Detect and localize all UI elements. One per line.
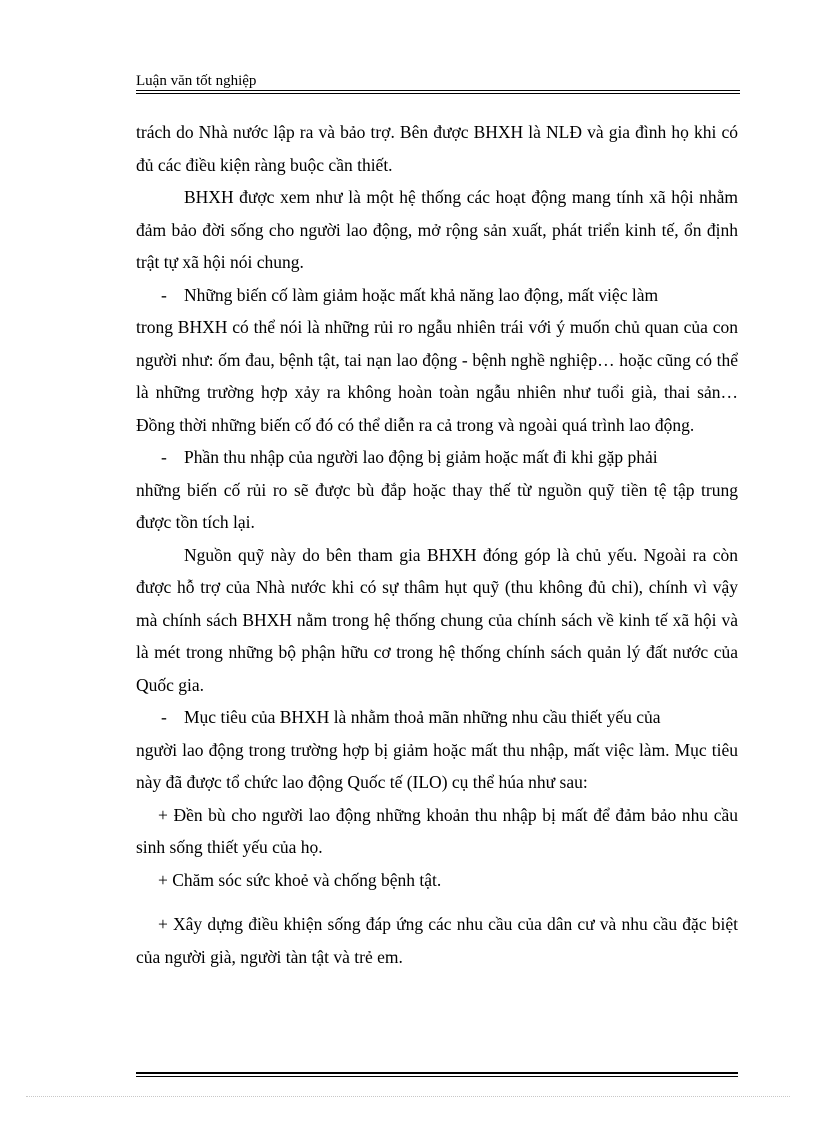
document-body [136, 116, 738, 973]
plus-item-1: + Đền bù cho người lao động những khoản thu nhập bị mất để đảm bảo nhu cầu sinh sống thiết yếu của họ. [136, 804, 738, 857]
bullet-2-first-line: Phần thu nhập của người lao động bị giảm hoặc mất đi khi gặp phải [184, 447, 658, 467]
paragraph-1: trách do Nhà nước lập ra và bảo trợ. Bên được BHXH là NLĐ và gia đình họ khi có đủ các điều kiện ràng buộc cần thiết. [136, 122, 738, 175]
page-header [136, 72, 740, 94]
bullet-item-3 [136, 701, 738, 799]
bullet-marker: - [161, 447, 167, 467]
header-title: Luận văn tốt nghiệp [136, 73, 257, 89]
bullet-marker: - [161, 284, 167, 305]
plus-item-2: + Chăm sóc sức khoẻ và chống bệnh tật. [158, 869, 442, 890]
footer-rule [136, 1072, 738, 1077]
bullet-1-continuation: trong BHXH có thể nói là những rủi ro ngẫu nhiên trái với ý muốn chủ quan của con người như: ốm đau, bệnh tật, tai nạn lao động - bệnh nghề nghiệp… hoặc cũng có thể là những trường hợp xảy ra không hoàn toàn ngẫu nhiên như tuổi già, thai sản… Đồng thời những biến cố đó có thể diễn ra cả trong và ngoài quá trình lao động. [136, 317, 738, 435]
bullet-2-continuation: những biến cố rủi ro sẽ được bù đắp hoặc thay thế từ nguồn quỹ tiền tệ tập trung được tồn tích lại. [136, 479, 738, 532]
page-bottom-dotted-line [26, 1096, 790, 1097]
bullet-marker: - [161, 707, 167, 727]
bullet-item-2 [136, 441, 738, 539]
header-rule [136, 90, 740, 94]
plus-item-3: + Xây dựng điều khiện sống đáp ứng các nhu cầu của dân cư và nhu cầu đặc biệt của người già, người tàn tật và trẻ em. [136, 914, 738, 967]
bullet-1-first-line: Những biến cố làm giảm hoặc mất khả năng lao động, mất việc làm [184, 284, 659, 305]
bullet-3-first-line: Mục tiêu của BHXH là nhằm thoả mãn những nhu cầu thiết yếu của [184, 707, 661, 727]
bullet-3-continuation: người lao động trong trường hợp bị giảm hoặc mất thu nhập, mất việc làm. Mục tiêu này đã được tổ chức lao động Quốc tế (ILO) cụ thể húa như sau: [136, 739, 738, 792]
bullet-item-1 [136, 279, 738, 442]
paragraph-3: Nguồn quỹ này do bên tham gia BHXH đóng góp là chủ yếu. Ngoài ra còn được hỗ trợ của Nhà nước khi có sự thâm hụt quỹ (thu không đủ chi), chính vì vậy mà chính sách BHXH nằm trong hệ thống chung của chính sách về kinh tế xã hội và là mét trong những bộ phận hữu cơ trong hệ thống chính sách quản lý đất nước của Quốc gia. [136, 544, 738, 695]
paragraph-2: BHXH được xem như là một hệ thống các hoạt động mang tính xã hội nhằm đảm bảo đời sống cho người lao động, mở rộng sản xuất, phát triển kinh tế, ổn định trật tự xã hội nói chung. [136, 187, 738, 272]
footer-double-line [136, 1072, 738, 1077]
